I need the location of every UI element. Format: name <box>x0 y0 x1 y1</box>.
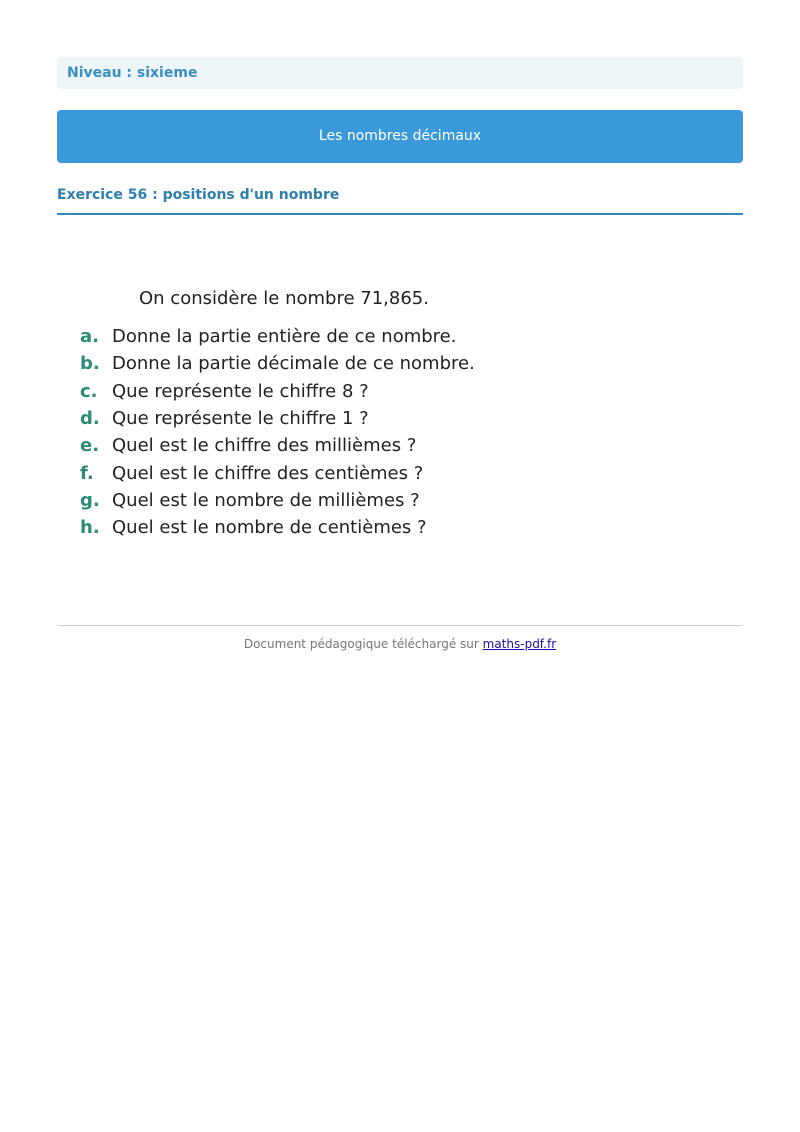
question-item <box>80 405 475 432</box>
question-letter: a. <box>80 326 99 348</box>
question-list <box>80 323 475 541</box>
question-item <box>80 459 475 486</box>
question-item <box>80 432 475 459</box>
footer-text: Document pédagogique téléchargé sur <box>243 637 483 651</box>
question-item <box>80 350 475 377</box>
chapter-title-banner: Les nombres décimaux <box>57 110 743 163</box>
level-label: Niveau : sixieme <box>57 57 743 89</box>
exercise-intro: On considère le nombre 71,865. <box>139 288 429 309</box>
question-letter: d. <box>80 408 100 430</box>
question-letter: g. <box>80 489 100 511</box>
question-letter: h. <box>80 517 100 539</box>
question-letter: b. <box>80 353 100 375</box>
question-text: Quel est le nombre de centièmes ? <box>112 517 427 539</box>
footer-divider <box>57 625 743 626</box>
question-text: Que représente le chiffre 8 ? <box>112 380 369 402</box>
question-text: Donne la partie décimale de ce nombre. <box>112 353 475 375</box>
question-letter: c. <box>80 380 98 402</box>
question-text: Quel est le chiffre des millièmes ? <box>112 435 417 457</box>
question-text: Quel est le nombre de millièmes ? <box>112 489 420 511</box>
question-item <box>80 514 475 541</box>
question-item <box>80 487 475 514</box>
question-text: Donne la partie entière de ce nombre. <box>112 326 457 348</box>
exercise-content <box>57 280 743 550</box>
question-text: Que représente le chiffre 1 ? <box>112 408 369 430</box>
question-text: Quel est le chiffre des centièmes ? <box>112 462 424 484</box>
footer <box>57 637 743 651</box>
question-letter: e. <box>80 435 100 457</box>
exercise-title: Exercice 56 : positions d'un nombre <box>57 185 743 215</box>
question-item <box>80 378 475 405</box>
footer-site-link[interactable]: maths-pdf.fr <box>482 637 557 651</box>
question-item <box>80 323 475 350</box>
question-letter: f. <box>80 462 94 484</box>
